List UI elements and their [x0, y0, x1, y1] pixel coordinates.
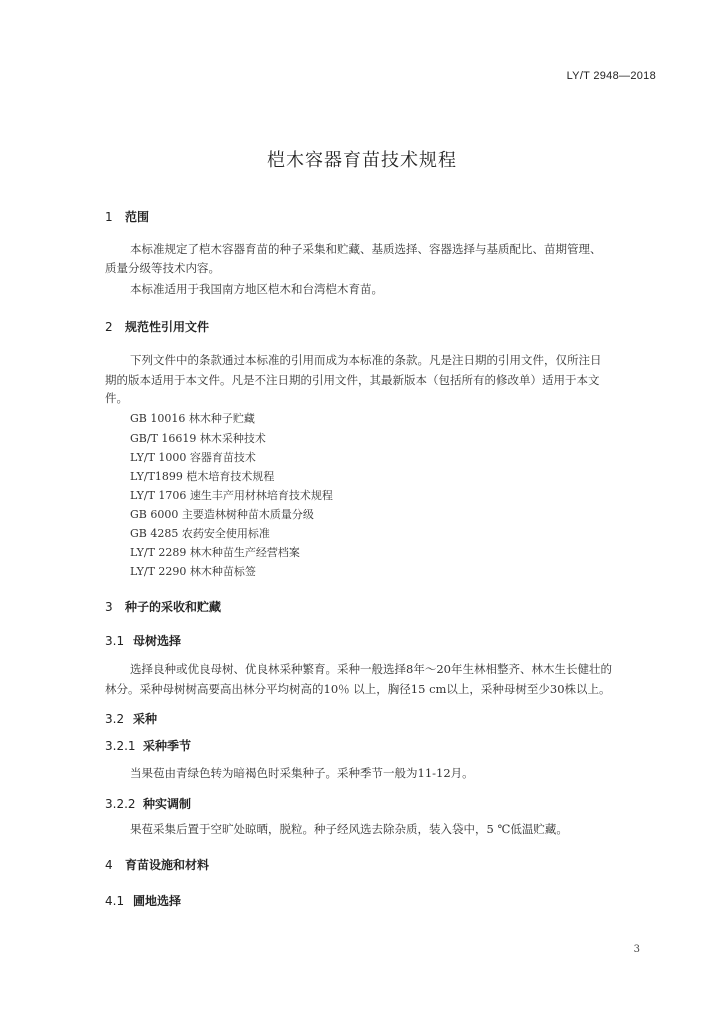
section-number: 3.2.1	[105, 739, 136, 753]
section-title: 范围	[125, 210, 150, 224]
section-title: 育苗设施和材料	[125, 858, 210, 872]
section-2-heading	[105, 318, 209, 335]
section-number: 4.1	[105, 894, 125, 908]
section-title: 采种	[133, 712, 158, 726]
reference-item: GB 4285 农药安全使用标准	[130, 527, 270, 540]
section-3-heading	[105, 598, 221, 615]
paragraph-line: 期的版本适用于本文件。凡是不注日期的引用文件，其最新版本（包括所有的修改单）适用于本文	[105, 373, 600, 387]
section-4-1-heading	[105, 892, 181, 909]
reference-item: LY/T 1000 容器育苗技术	[130, 451, 256, 464]
reference-item: GB/T 16619 林木采种技术	[130, 432, 266, 445]
paragraph-line: 质量分级等技术内容。	[105, 261, 220, 275]
section-3-2-1-heading	[105, 737, 191, 754]
section-number: 3	[105, 600, 113, 614]
paragraph-line: 当果苞由青绿色转为暗褐色时采集种子。采种季节一般为11-12月。	[130, 766, 474, 780]
section-number: 3.1	[105, 634, 125, 648]
section-3-2-heading	[105, 710, 157, 727]
section-title: 圃地选择	[133, 894, 182, 908]
paragraph-line: 本标准适用于我国南方地区桤木和台湾桤木育苗。	[130, 282, 383, 296]
section-title: 采种季节	[143, 739, 192, 753]
section-title: 规范性引用文件	[125, 320, 210, 334]
section-number: 1	[105, 210, 113, 224]
reference-item: LY/T1899 桤木培育技术规程	[130, 470, 275, 483]
reference-item: LY/T 2289 林木种苗生产经营档案	[130, 546, 300, 559]
section-title: 种子的采收和贮藏	[125, 600, 222, 614]
section-1-heading	[105, 208, 149, 225]
reference-item: GB 6000 主要造林树种苗木质量分级	[130, 508, 314, 521]
section-number: 2	[105, 320, 113, 334]
section-3-1-heading	[105, 632, 181, 649]
section-title: 母树选择	[133, 634, 182, 648]
paragraph-line: 本标准规定了桤木容器育苗的种子采集和贮藏、基质选择、容器选择与基质配比、苗期管理、	[130, 242, 602, 256]
standard-code: LY/T 2948—2018	[566, 70, 656, 82]
section-number: 3.2	[105, 712, 125, 726]
paragraph-line: 选择良种或优良母树、优良林采种繁育。采种一般选择8年～20年生林相整齐、林木生长健壮的	[130, 662, 612, 676]
section-title: 种实调制	[143, 797, 192, 811]
section-3-2-2-heading	[105, 795, 191, 812]
page-number: 3	[633, 944, 640, 955]
paragraph-line: 林分。采种母树树高要高出林分平均树高的10％ 以上，胸径15 cm以上，采种母树至少30株以上。	[105, 682, 611, 696]
paragraph-line: 下列文件中的条款通过本标准的引用而成为本标准的条款。凡是注日期的引用文件，仅所注日	[130, 353, 602, 367]
section-4-heading	[105, 856, 209, 873]
document-title: 桤木容器育苗技术规程	[267, 150, 457, 171]
reference-item: LY/T 1706 速生丰产用材林培育技术规程	[130, 489, 333, 502]
reference-item: GB 10016 林木种子贮藏	[130, 412, 255, 425]
section-number: 3.2.2	[105, 797, 136, 811]
reference-item: LY/T 2290 林木种苗标签	[130, 565, 256, 578]
paragraph-line: 果苞采集后置于空旷处晾晒，脱粒。种子经风选去除杂质，装入袋中，5 ℃低温贮藏。	[130, 822, 568, 836]
section-number: 4	[105, 858, 113, 872]
paragraph-line: 件。	[105, 391, 128, 405]
